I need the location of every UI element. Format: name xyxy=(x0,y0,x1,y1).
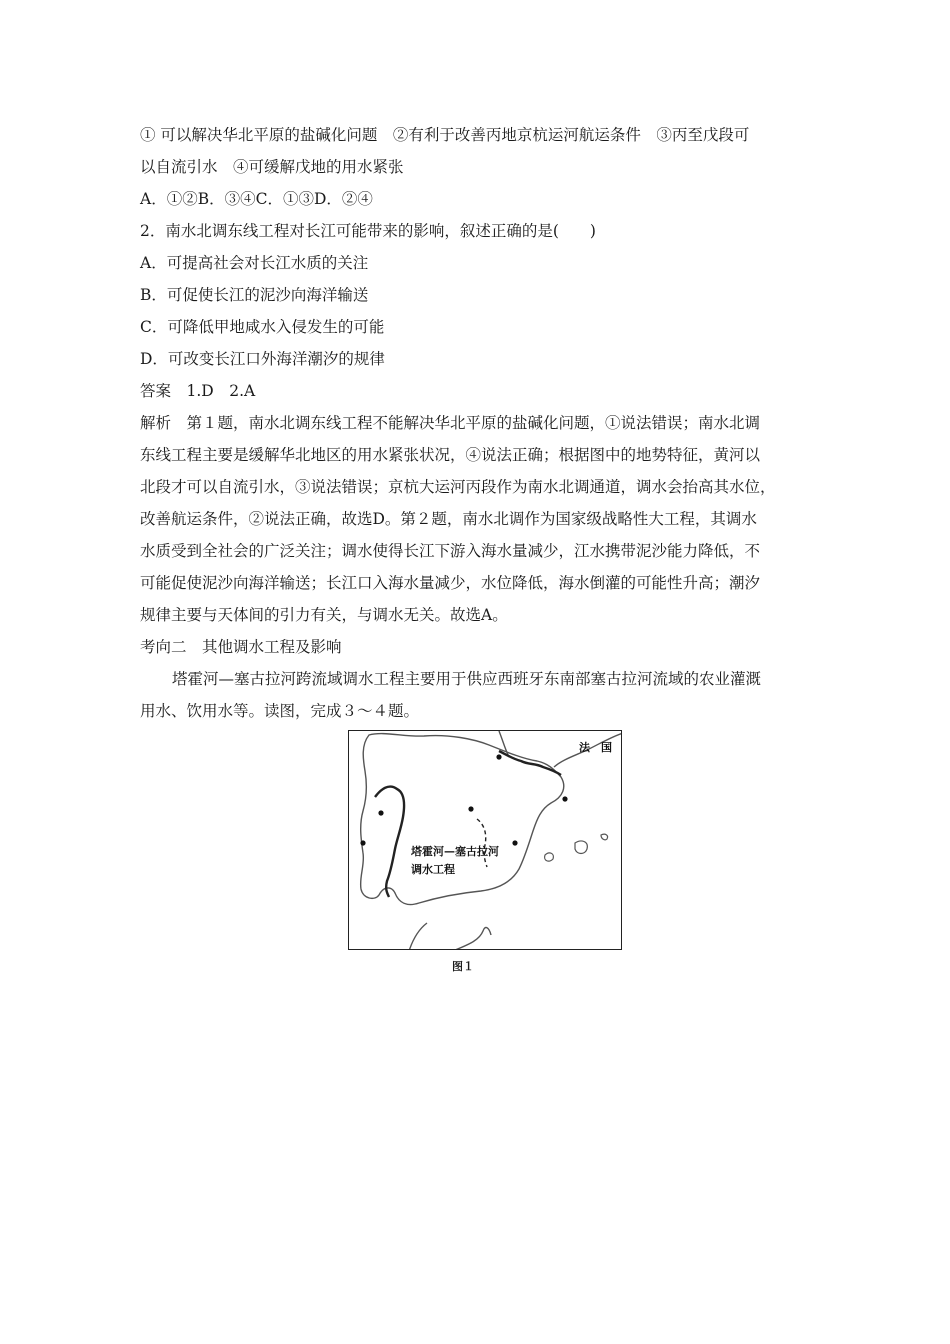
q2-option-a: A．可提高社会对长江水质的关注 xyxy=(140,254,369,272)
iberia-map xyxy=(349,731,622,950)
analysis-line: 可能促使泥沙向海洋输送；长江口入海水量减少，水位降低，海水倒灌的可能性升高；潮汐 xyxy=(140,574,761,592)
city-dot xyxy=(360,840,365,845)
q2-option-d: D．可改变长江口外海洋潮汐的规律 xyxy=(140,350,385,368)
analysis-line: 解析 第１题，南水北调东线工程不能解决华北平原的盐碱化问题，①说法错误；南水北调 xyxy=(140,414,761,432)
map-label-france: 法 国 xyxy=(579,741,612,754)
africa-coastline xyxy=(409,923,491,950)
city-dot xyxy=(496,754,501,759)
analysis-line: 北段才可以自流引水，③说法错误；京杭大运河丙段作为南水北调通道，调水会抬高其水位， xyxy=(140,478,776,496)
analysis-line: 东线工程主要是缓解华北地区的用水紧张状况，④说法正确；根据图中的地势特征，黄河以 xyxy=(140,446,761,464)
answer-line: 答案 1.D 2.A xyxy=(140,382,256,400)
pyrenees-border xyxy=(499,751,561,775)
q1-options-line2: 以自流引水 ④可缓解戊地的用水紧张 xyxy=(140,158,404,176)
q2-option-c: C．可降低甲地咸水入侵发生的可能 xyxy=(140,318,385,336)
city-dot xyxy=(562,796,567,801)
analysis-line: 水质受到全社会的广泛关注；调水使得长江下游入海水量减少，江水携带泥沙能力降低，不 xyxy=(140,542,761,560)
intro-line: 用水、饮用水等。读图，完成３～４题。 xyxy=(140,702,420,720)
figure-caption: 图１ xyxy=(452,960,474,973)
city-dot xyxy=(378,810,383,815)
intro-line: 塔霍河—塞古拉河跨流域调水工程主要用于供应西班牙东南部塞古拉河流域的农业灌溉 xyxy=(172,670,762,688)
iberia-map-figure xyxy=(348,730,622,950)
q1-options-line1: ① 可以解决华北平原的盐碱化问题 ②有利于改善丙地京杭运河航运条件 ③丙至戊段可 xyxy=(140,126,750,144)
q2-option-b: B．可促使长江的泥沙向海洋输送 xyxy=(140,286,369,304)
portugal-border xyxy=(375,787,404,897)
analysis-line: 规律主要与天体间的引力有关，与调水无关。故选A。 xyxy=(140,606,508,624)
balearic-island xyxy=(601,834,608,840)
city-dot xyxy=(512,840,517,845)
map-label-project: 塔霍河—塞古拉河 xyxy=(411,845,499,858)
city-dot xyxy=(468,806,473,811)
q2-stem: 2．南水北调东线工程对长江可能带来的影响，叙述正确的是( ) xyxy=(140,222,596,240)
q1-choices: A．①②B．③④C．①③D．②④ xyxy=(140,190,373,208)
iberia-coastline xyxy=(361,734,564,905)
section-title: 考向二 其他调水工程及影响 xyxy=(140,638,342,656)
analysis-line: 改善航运条件，②说法正确，故选D。第２题，南水北调作为国家级战略性大工程，其调水 xyxy=(140,510,757,528)
balearic-island xyxy=(575,841,587,854)
balearic-island xyxy=(545,853,554,861)
map-label-project-sub: 调水工程 xyxy=(411,863,455,876)
